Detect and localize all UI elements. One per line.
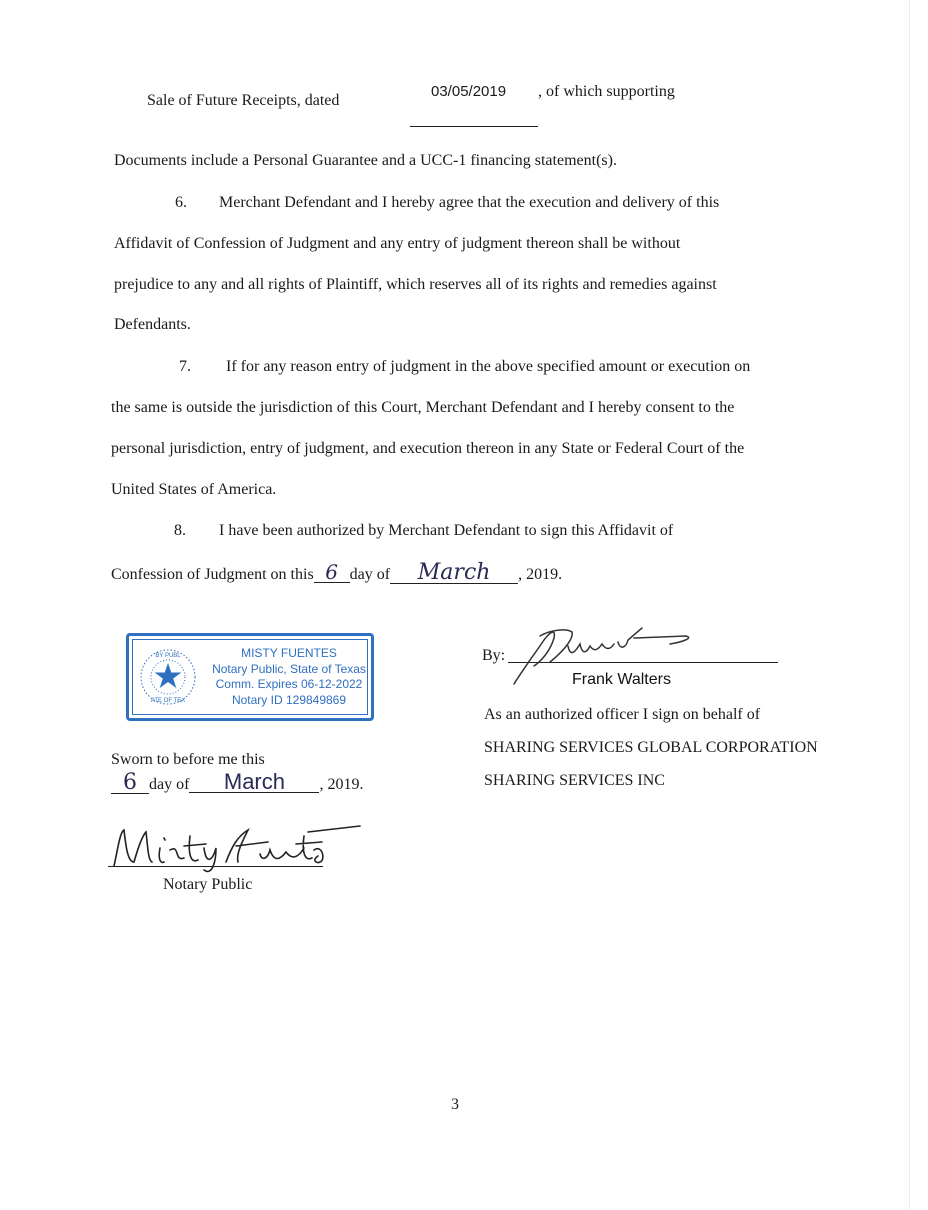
company-name-2: SHARING SERVICES INC: [484, 772, 665, 789]
sworn-year: , 2019.: [319, 776, 364, 793]
stamp-id: Notary ID 129849869: [231, 692, 347, 707]
scan-edge-line: [909, 0, 910, 1210]
sworn-date-line: [111, 769, 364, 795]
supporting-text: , of which supporting: [538, 83, 675, 100]
confession-text: Confession of Judgment on this: [111, 566, 314, 583]
notary-stamp: [126, 633, 374, 721]
page-number: 3: [451, 1096, 459, 1113]
date-underline: [410, 126, 538, 127]
month-handwritten: March: [390, 563, 518, 584]
para-7-line-4: United States of America.: [111, 481, 277, 498]
para-7-line-3: personal jurisdiction, entry of judgment, and execution thereon in any State or Federal Court of the: [111, 440, 745, 457]
year-text: , 2019.: [518, 566, 563, 583]
notary-signature-line: [108, 866, 323, 867]
authorized-officer-text: As an authorized officer I sign on behalf of: [484, 706, 761, 723]
day-handwritten: 6: [314, 562, 350, 583]
day-of-text: day of: [349, 566, 391, 583]
stamp-text-block: [207, 646, 371, 708]
sworn-text: Sworn to before me this: [111, 751, 265, 768]
para-6-line-2: Affidavit of Confession of Judgment and any entry of judgment thereon shall be without: [114, 235, 681, 252]
documents-line: Documents include a Personal Guarantee and a UCC-1 financing statement(s).: [114, 152, 617, 169]
sworn-day-handwritten: 6: [111, 773, 149, 794]
para-7-line-1: If for any reason entry of judgment in the above specified amount or execution on: [226, 358, 751, 375]
para-7-number: 7.: [179, 358, 191, 375]
para-8-number: 8.: [174, 522, 186, 539]
sale-receipts-text: Sale of Future Receipts, dated: [147, 92, 340, 109]
notary-public-label: Notary Public: [163, 876, 253, 893]
company-name-1: SHARING SERVICES GLOBAL CORPORATION: [484, 739, 818, 756]
para-7-line-2: the same is outside the jurisdiction of this Court, Merchant Defendant and I hereby consent to the: [111, 399, 735, 416]
dated-value: 03/05/2019: [431, 83, 507, 100]
para-6-line-1: Merchant Defendant and I hereby agree that the execution and delivery of this: [219, 194, 720, 211]
sworn-day-of: day of: [149, 776, 190, 793]
by-label: By:: [482, 647, 506, 664]
seal-bottom-text: ATE OF TEX: [150, 698, 186, 704]
para-8-line-2: [111, 562, 562, 585]
sworn-month-handwritten: March: [189, 772, 319, 793]
para-8-line-1: I have been authorized by Merchant Defendant to sign this Affidavit of: [219, 522, 674, 539]
signer-name: Frank Walters: [572, 671, 671, 688]
para-6-line-3: prejudice to any and all rights of Plaintiff, which reserves all of its rights and remedies against: [114, 276, 717, 293]
stamp-state: Notary Public, State of Texas: [212, 661, 366, 676]
notary-seal-icon: [139, 648, 197, 706]
stamp-expires: Comm. Expires 06-12-2022: [215, 677, 363, 691]
seal-top-text: BY PUBL: [155, 653, 181, 659]
stamp-name: MISTY FUENTES: [241, 646, 337, 660]
para-6-number: 6.: [175, 194, 187, 211]
para-6-line-4: Defendants.: [114, 316, 191, 333]
